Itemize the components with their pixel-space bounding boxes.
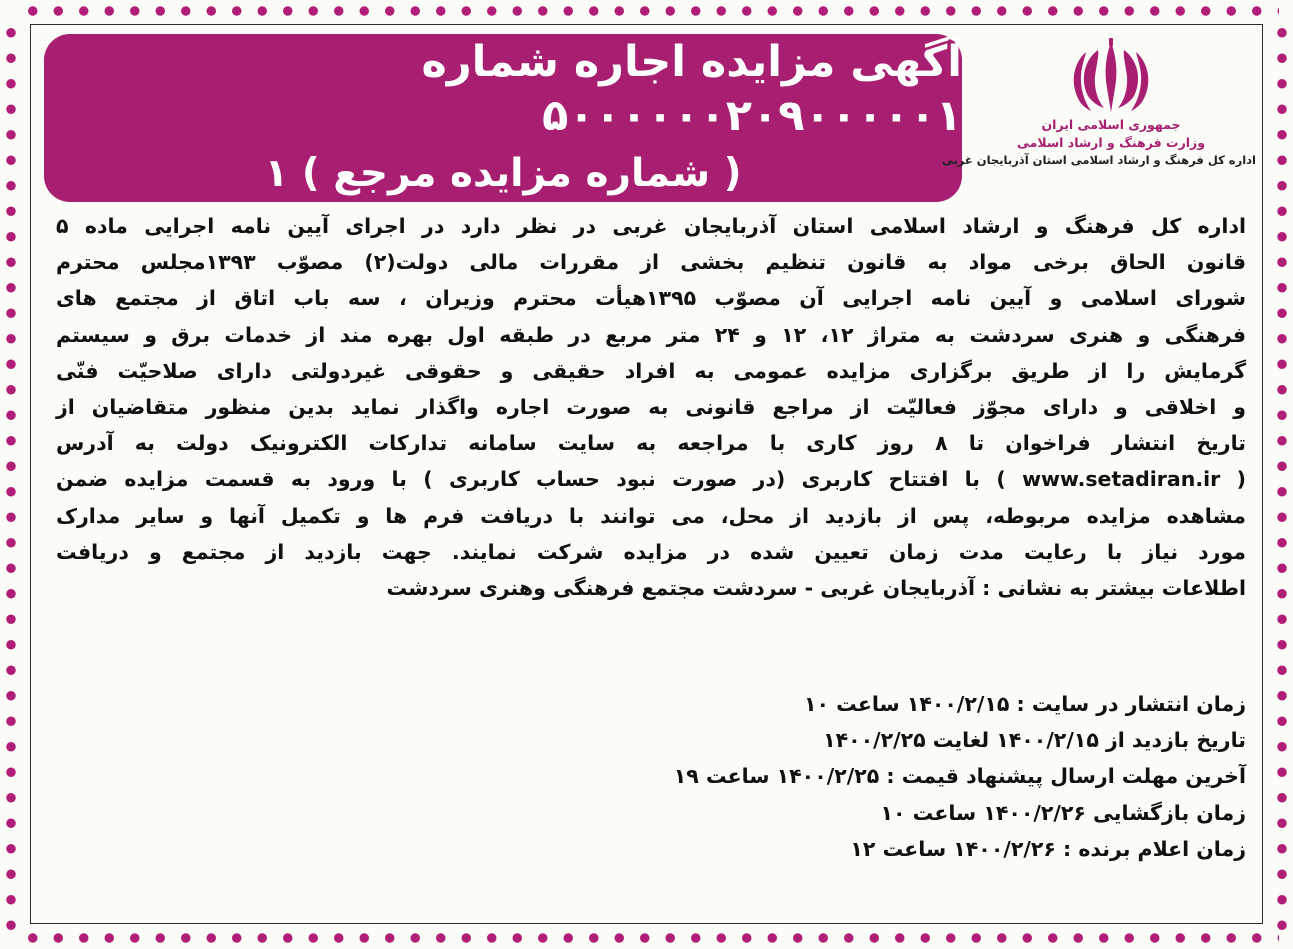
body-line: و اخلاقی و دارای مجوّز فعالیّت از مراجع قانونی به صورت اجاره واگذار نماید بدین منظور متقاضیان از bbox=[56, 395, 1246, 420]
dotted-border-left bbox=[2, 14, 20, 935]
schedule-publish-time: زمان انتشار در سایت : ۱۴۰۰/۲/۱۵ ساعت ۱۰ bbox=[803, 692, 1246, 716]
ministry-logo-block bbox=[941, 34, 1256, 202]
body-line: قانون الحاق برخی مواد به قانون تنظیم بخشی از مقررات مالی دولت(۲) مصوّب ۱۳۹۳مجلس محترم bbox=[56, 250, 1246, 275]
body-line: شورای اسلامی و آیین نامه اجرایی آن مصوّب ۱۳۹۵هیأت محترم وزیران ، سه باب اتاق از مجتمع های bbox=[56, 286, 1246, 311]
body-line: مورد نیاز با رعایت مدت زمان تعیین شده در مزایده شرکت نمایند. جهت بازدید از مجتمع و دریافت bbox=[56, 539, 1246, 564]
notice-title: آگهی مزایده اجاره شماره ۵۰۰۰۰۰۰۲۰۹۰۰۰۰۰۱ bbox=[421, 36, 962, 141]
logo-line-republic: جمهوری اسلامی ایران bbox=[1041, 117, 1181, 132]
logo-line-directorate: اداره کل فرهنگ و ارشاد اسلامی استان آذربایجان غربی bbox=[941, 153, 1256, 168]
title-banner bbox=[44, 34, 962, 202]
body-line: اداره کل فرهنگ و ارشاد اسلامی استان آذربایجان غربی در نظر دارد در اجرای آیین نامه اجرایی ماده ۵ bbox=[56, 214, 1246, 238]
schedule-list bbox=[56, 686, 1246, 867]
dotted-border-bottom bbox=[14, 929, 1279, 947]
notice-subtitle: ( شماره مزایده مرجع ) ۱ bbox=[264, 151, 742, 197]
body-line-address: اطلاعات بیشتر به نشانی : آذربایجان غربی - سردشت مجتمع فرهنگی وهنری سردشت bbox=[386, 576, 1246, 601]
schedule-opening-time: زمان بازگشایی ۱۴۰۰/۲/۲۶ ساعت ۱۰ bbox=[880, 800, 1246, 825]
schedule-bid-deadline: آخرین مهلت ارسال پیشنهاد قیمت : ۱۴۰۰/۲/۲۵ ساعت ۱۹ bbox=[673, 764, 1246, 789]
body-line: فرهنگی و هنری سردشت به متراژ ۱۲، ۱۲ و ۲۴ متر مربع در طبقه اول بهره مند از خدمات برق و سیستم bbox=[56, 322, 1246, 347]
body-line-website: ( www.setadiran.ir ) با افتتاح کاربری (در صورت نبود حساب کاربری ) با ورود به قسمت مزایده ضمن bbox=[56, 467, 1246, 492]
iran-emblem-icon bbox=[1066, 36, 1156, 116]
body-line: تاریخ انتشار فراخوان تا ۸ روز کاری با مراجعه به سایت سامانه تدارکات الکترونیک دولت به آدرس bbox=[56, 431, 1246, 456]
body-line: مشاهده مزایده مربوطه، پس از بازدید از محل، می توانند با دریافت فرم ها و تکمیل آنها و سایر مدارک bbox=[56, 503, 1246, 528]
logo-line-ministry: وزارت فرهنگ و ارشاد اسلامی bbox=[1016, 135, 1206, 151]
notice-body bbox=[56, 208, 1246, 606]
schedule-visit-dates: تاریخ بازدید از ۱۴۰۰/۲/۱۵ لغایت ۱۴۰۰/۲/۲۵ bbox=[823, 728, 1246, 753]
body-line: گرمایش را از طریق برگزاری مزایده عمومی به افراد حقیقی و حقوقی غیردولتی دارای صلاحیّت فنّی bbox=[56, 358, 1246, 383]
dotted-border-top bbox=[14, 2, 1279, 20]
schedule-winner-announcement: زمان اعلام برنده : ۱۴۰۰/۲/۲۶ ساعت ۱۲ bbox=[850, 836, 1246, 861]
dotted-border-right bbox=[1273, 14, 1291, 935]
